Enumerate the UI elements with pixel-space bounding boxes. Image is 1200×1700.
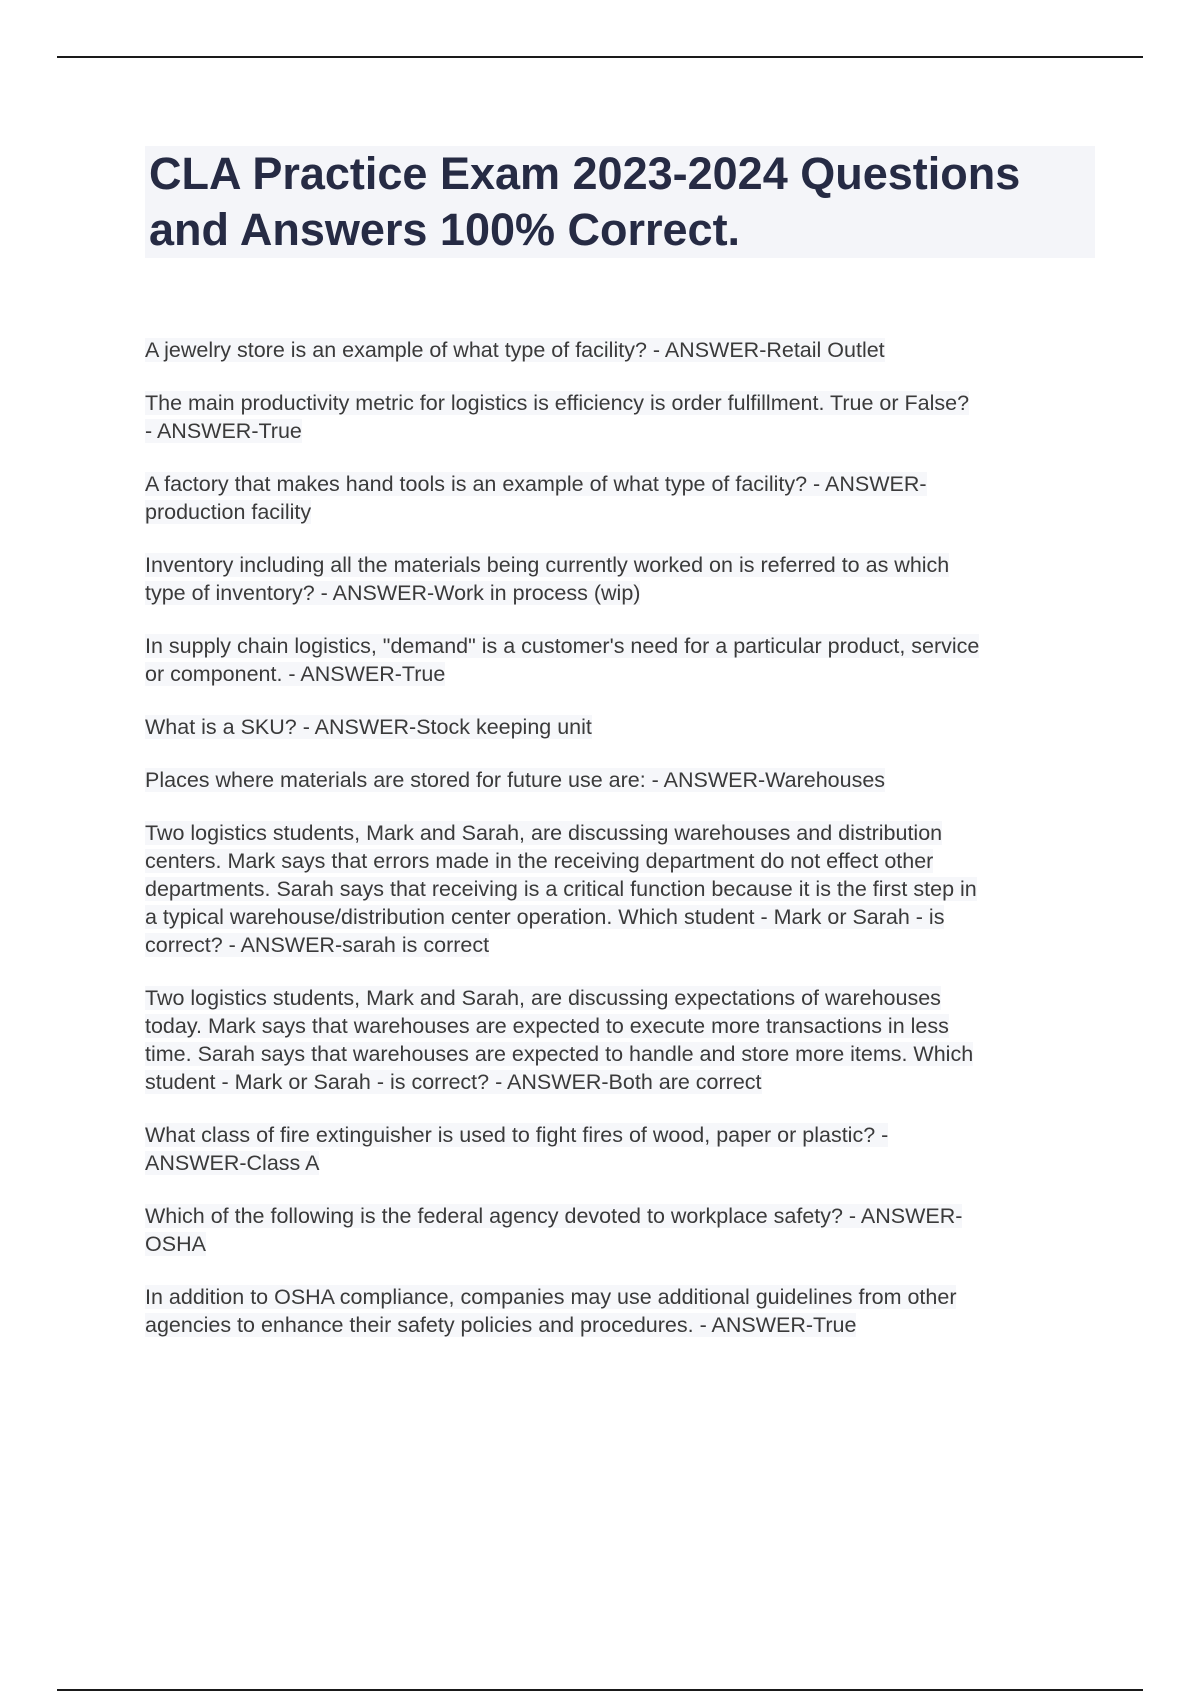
qa-line <box>145 551 1090 579</box>
qa-line <box>145 1230 1090 1258</box>
qa-text: time. Sarah says that warehouses are expected to handle and store more items. Which <box>145 1042 974 1066</box>
qa-line <box>145 713 1090 741</box>
qa-line <box>145 336 1090 364</box>
qa-line <box>145 819 1090 847</box>
qa-line <box>145 875 1090 903</box>
qa-line <box>145 847 1090 875</box>
qa-item <box>145 632 1090 688</box>
qa-item <box>145 713 1090 741</box>
title-line: CLA Practice Exam 2023-2024 Questions <box>149 148 1021 199</box>
qa-item <box>145 470 1090 526</box>
qa-text: a typical warehouse/distribution center operation. Which student - Mark or Sarah - is <box>145 905 945 929</box>
qa-item <box>145 984 1090 1096</box>
qa-line <box>145 660 1090 688</box>
qa-line <box>145 1202 1090 1230</box>
qa-line <box>145 417 1090 445</box>
qa-text: Inventory including all the materials being currently worked on is referred to as which <box>145 553 950 577</box>
bottom-rule <box>57 1689 1143 1691</box>
qa-line <box>145 498 1090 526</box>
qa-item <box>145 336 1090 364</box>
qa-text: correct? - ANSWER-sarah is correct <box>145 933 490 957</box>
qa-line <box>145 579 1090 607</box>
qa-item <box>145 1283 1090 1339</box>
qa-text: In addition to OSHA compliance, companies may use additional guidelines from other <box>145 1285 957 1309</box>
qa-text: or component. - ANSWER-True <box>145 662 446 686</box>
qa-line <box>145 903 1090 931</box>
qa-line <box>145 470 1090 498</box>
qa-item <box>145 1121 1090 1177</box>
title-line: and Answers 100% Correct. <box>149 204 741 255</box>
qa-line <box>145 931 1090 959</box>
qa-line <box>145 1068 1090 1096</box>
qa-line <box>145 1121 1090 1149</box>
qa-text: student - Mark or Sarah - is correct? - ANSWER-Both are correct <box>145 1070 762 1094</box>
qa-text: today. Mark says that warehouses are expected to execute more transactions in less <box>145 1014 949 1038</box>
qa-line <box>145 1149 1090 1177</box>
document-title <box>145 146 1095 258</box>
qa-item <box>145 551 1090 607</box>
qa-line <box>145 1012 1090 1040</box>
qa-text: What is a SKU? - ANSWER-Stock keeping unit <box>145 715 592 739</box>
qa-text: OSHA <box>145 1232 206 1256</box>
qa-line <box>145 1311 1090 1339</box>
qa-text: departments. Sarah says that receiving is a critical function because it is the first step in <box>145 877 977 901</box>
qa-text: production facility <box>145 500 312 524</box>
qa-text: agencies to enhance their safety policies and procedures. - ANSWER-True <box>145 1313 857 1337</box>
qa-text: Which of the following is the federal agency devoted to workplace safety? - ANSWER- <box>145 1204 963 1228</box>
qa-list <box>145 336 1090 1364</box>
qa-line <box>145 1283 1090 1311</box>
qa-text: - ANSWER-True <box>145 419 302 443</box>
top-rule <box>57 56 1143 58</box>
qa-text: type of inventory? - ANSWER-Work in process (wip) <box>145 581 641 605</box>
qa-text: A factory that makes hand tools is an example of what type of facility? - ANSWER- <box>145 472 927 496</box>
qa-line <box>145 632 1090 660</box>
qa-text: A jewelry store is an example of what type of facility? - ANSWER-Retail Outlet <box>145 338 885 362</box>
qa-item <box>145 389 1090 445</box>
qa-text: The main productivity metric for logistics is efficiency is order fulfillment. True or False? <box>145 391 970 415</box>
qa-line <box>145 984 1090 1012</box>
qa-line <box>145 1040 1090 1068</box>
qa-text: centers. Mark says that errors made in the receiving department do not effect other <box>145 849 934 873</box>
qa-line <box>145 389 1090 417</box>
qa-item <box>145 819 1090 959</box>
qa-text: What class of fire extinguisher is used to fight fires of wood, paper or plastic? - <box>145 1123 889 1147</box>
qa-line <box>145 766 1090 794</box>
qa-text: Two logistics students, Mark and Sarah, are discussing expectations of warehouses <box>145 986 941 1010</box>
qa-text: ANSWER-Class A <box>145 1151 320 1175</box>
qa-text: Places where materials are stored for future use are: - ANSWER-Warehouses <box>145 768 886 792</box>
qa-item <box>145 766 1090 794</box>
qa-text: In supply chain logistics, "demand" is a customer's need for a particular product, service <box>145 634 980 658</box>
qa-text: Two logistics students, Mark and Sarah, are discussing warehouses and distribution <box>145 821 943 845</box>
qa-item <box>145 1202 1090 1258</box>
